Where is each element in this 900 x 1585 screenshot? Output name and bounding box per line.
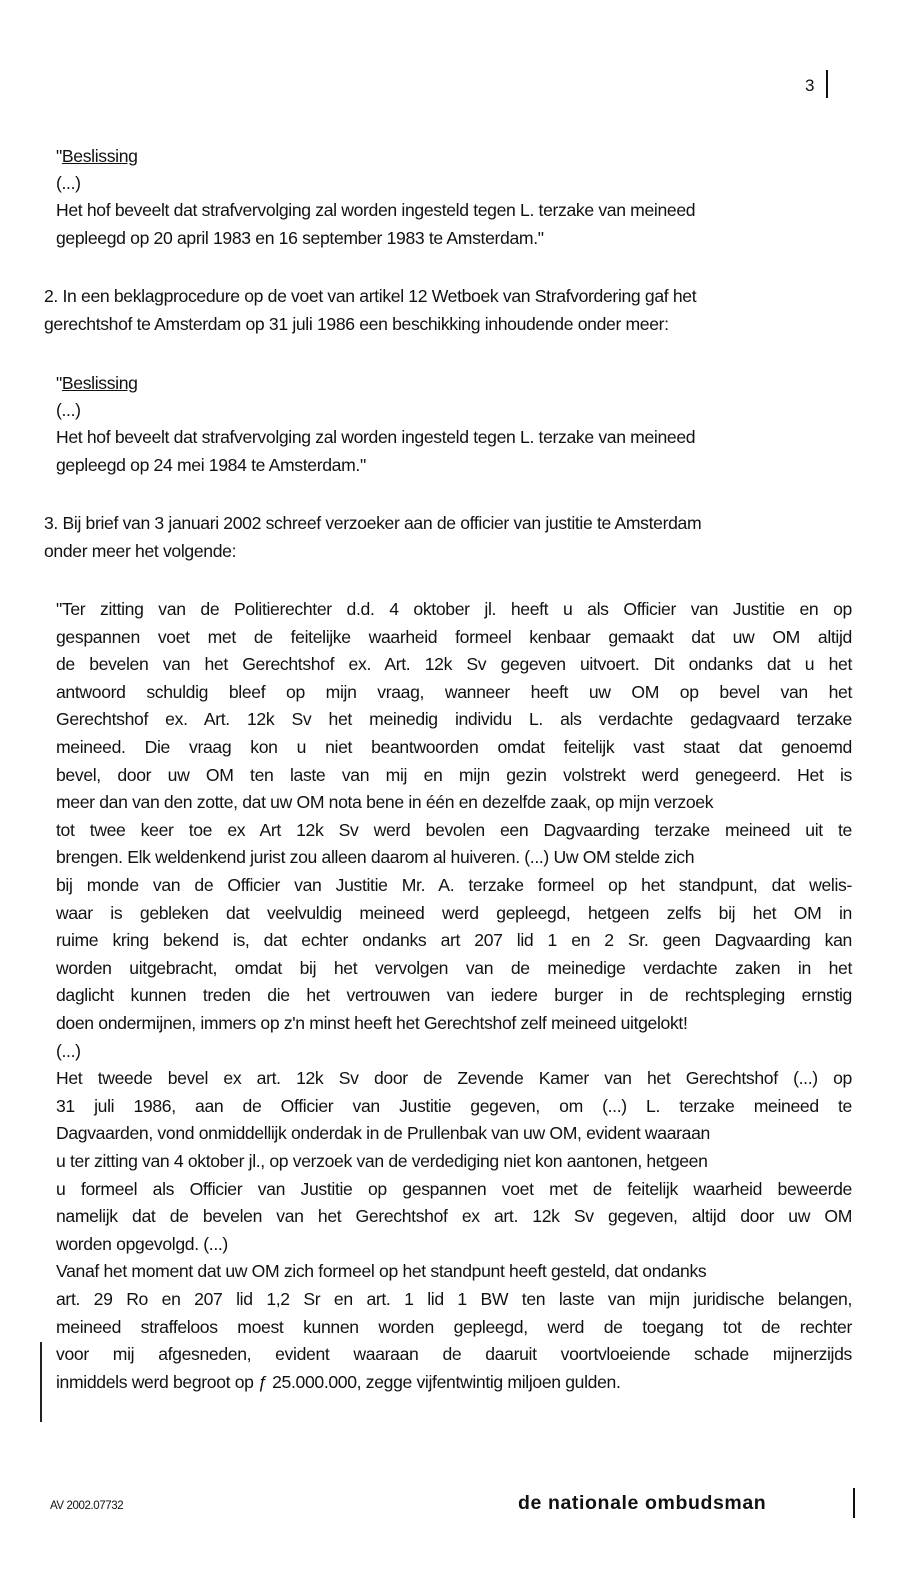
ellipsis: (...) bbox=[56, 1040, 81, 1061]
decision-heading: "Beslissing bbox=[56, 373, 138, 393]
text-line: daglicht kunnen treden die het vertrouwen van iedere burger in de rechtspleging ernstig bbox=[56, 985, 852, 1006]
text-line: worden uitgebracht, omdat bij het vervolgen van de meinedige verdachte zaken in het bbox=[56, 957, 852, 978]
text-line: meineed straffeloos moest kunnen worden gepleegd, werd de toegang tot de rechter bbox=[56, 1316, 852, 1337]
decision-heading: "Beslissing bbox=[56, 146, 138, 166]
page-number: 3 bbox=[805, 76, 815, 95]
text-line: u formeel als Officier van Justitie op gespannen voet met de feitelijk waarheid beweerde bbox=[56, 1178, 852, 1199]
text-line: inmiddels werd begroot op ƒ 25.000.000, zegge vijfentwintig miljoen gulden. bbox=[56, 1371, 621, 1392]
text-line: doen ondermijnen, immers op z'n minst heeft het Gerechtshof zelf meineed uitgelokt! bbox=[56, 1013, 688, 1033]
text-line: gespannen voet met de feitelijke waarheid formeel kenbaar gemaakt dat uw OM altijd bbox=[56, 626, 852, 647]
header-rule bbox=[826, 70, 828, 98]
text-line: voor mij afgesneden, evident waaraan de daaruit voortvloeiende schade mijnerzijds bbox=[56, 1344, 852, 1365]
text-line: Dagvaarden, vond onmiddellijk onderdak in de Prullenbak van uw OM, evident waaraan bbox=[56, 1123, 710, 1144]
text-line: 31 juli 1986, aan de Officier van Justitie gegeven, om (...) L. terzake meineed te bbox=[56, 1095, 852, 1116]
ellipsis: (...) bbox=[56, 173, 81, 193]
text-line: namelijk dat de bevelen van het Gerechtshof ex art. 12k Sv gegeven, altijd door uw OM bbox=[56, 1206, 852, 1227]
text-line: gepleegd op 24 mei 1984 te Amsterdam." bbox=[56, 455, 366, 475]
footer-rule bbox=[853, 1488, 855, 1518]
text-line: brengen. Elk weldenkend jurist zou alleen daarom al huiveren. (...) Uw OM stelde zich bbox=[56, 847, 695, 868]
text-line: "Ter zitting van de Politierechter d.d. 4 oktober jl. heeft u als Officier van Justitie en op bbox=[56, 599, 852, 619]
text-line: Gerechtshof ex. Art. 12k Sv het meinedig individu L. als verdachte gedagvaard terzake bbox=[56, 709, 852, 730]
text-line: antwoord schuldig bleef op mijn vraag, wanneer heeft uw OM op bevel van het bbox=[56, 681, 852, 702]
ellipsis: (...) bbox=[56, 400, 81, 420]
text-line: de bevelen van het Gerechtshof ex. Art. 12k Sv gegeven uitvoert. Dit ondanks dat u het bbox=[56, 654, 852, 675]
margin-change-bar bbox=[40, 1342, 42, 1422]
text-line: Het hof beveelt dat strafvervolging zal worden ingesteld tegen L. terzake van meineed bbox=[56, 200, 696, 220]
text-line: 2. In een beklagprocedure op de voet van artikel 12 Wetboek van Strafvordering gaf het bbox=[44, 286, 697, 306]
text-line: bevel, door uw OM ten laste van mij en mijn gezin volstrekt werd genegeerd. Het is bbox=[56, 764, 852, 785]
text-line: gepleegd op 20 april 1983 en 16 september 1983 te Amsterdam." bbox=[56, 228, 544, 248]
text-line: worden opgevolgd. (...) bbox=[56, 1233, 228, 1254]
text-line: bij monde van de Officier van Justitie Mr. A. terzake formeel op het standpunt, dat welis- bbox=[56, 875, 852, 895]
document-reference: AV 2002.07732 bbox=[50, 1500, 124, 1512]
text-line: waar is gebleken dat veelvuldig meineed werd gepleegd, hetgeen zelfs bij het OM in bbox=[56, 902, 852, 923]
text-line: Het hof beveelt dat strafvervolging zal worden ingesteld tegen L. terzake van meineed bbox=[56, 427, 696, 447]
text-line: meer dan van den zotte, dat uw OM nota bene in één en dezelfde zaak, op mijn verzoek bbox=[56, 792, 714, 813]
text-line: onder meer het volgende: bbox=[44, 541, 237, 561]
text-line: tot twee keer toe ex Art 12k Sv werd bevolen een Dagvaarding terzake meineed uit te bbox=[56, 819, 852, 840]
brand-logo-text: de nationale ombudsman bbox=[518, 1492, 767, 1514]
text-line: ruime kring bekend is, dat echter ondanks art 207 lid 1 en 2 Sr. geen Dagvaarding kan bbox=[56, 930, 852, 951]
text-line: meineed. Die vraag kon u niet beantwoorden omdat feitelijk vast staat dat genoemd bbox=[56, 737, 852, 757]
text-line: Het tweede bevel ex art. 12k Sv door de Zevende Kamer van het Gerechtshof (...) op bbox=[56, 1068, 852, 1089]
text-line: u ter zitting van 4 oktober jl., op verzoek van de verdediging niet kon aantonen, hetgeen bbox=[56, 1151, 708, 1171]
text-line: art. 29 Ro en 207 lid 1,2 Sr en art. 1 lid 1 BW ten laste van mijn juridische belangen, bbox=[56, 1289, 852, 1309]
text-line: gerechtshof te Amsterdam op 31 juli 1986 een beschikking inhoudende onder meer: bbox=[44, 314, 669, 334]
text-line: Vanaf het moment dat uw OM zich formeel op het standpunt heeft gesteld, dat ondanks bbox=[56, 1261, 707, 1282]
text-line: 3. Bij brief van 3 januari 2002 schreef verzoeker aan de officier van justitie te Amsterdam bbox=[44, 513, 702, 533]
